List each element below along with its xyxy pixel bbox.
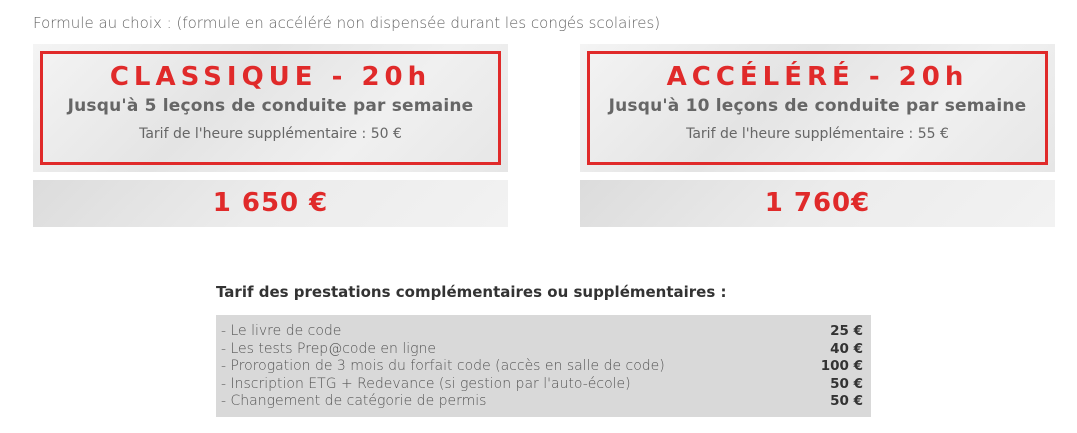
service-row: [221, 323, 863, 341]
service-amount: 25 €: [830, 323, 863, 339]
service-label: - Le livre de code: [221, 323, 342, 339]
service-row: [221, 341, 863, 359]
service-label: - Inscription ETG + Redevance (si gestion par l'auto-école): [221, 375, 631, 392]
formula-card-accelere: [580, 44, 1055, 172]
formula-frame: [40, 51, 501, 165]
service-amount: 40 €: [830, 340, 863, 357]
formula-subtitle: Jusqu'à 5 leçons de conduite par semaine: [67, 96, 474, 116]
service-label: - Les tests Prep@code en ligne: [221, 340, 437, 357]
formula-extra-hour-rate: Tarif de l'heure supplémentaire : 50 €: [139, 126, 402, 142]
formula-card-classique: [33, 44, 508, 172]
formula-title: CLASSIQUE - 20h: [109, 62, 432, 92]
service-row: [221, 393, 863, 411]
formula-frame: [587, 51, 1048, 165]
services-list: [216, 315, 871, 417]
formula-price-classique: 1 650 €: [33, 180, 508, 227]
services-title: Tarif des prestations complémentaires ou supplémentaires :: [216, 283, 727, 301]
formula-price-accelere: 1 760€: [580, 180, 1055, 227]
service-row: [221, 376, 863, 394]
service-amount: 100 €: [820, 358, 863, 374]
service-amount: 50 €: [830, 393, 863, 409]
formula-extra-hour-rate: Tarif de l'heure supplémentaire : 55 €: [686, 126, 949, 142]
intro-text: Formule au choix : (formule en accéléré non dispensée durant les congés scolaires): [33, 14, 661, 32]
service-label: - Changement de catégorie de permis: [221, 393, 487, 409]
service-label: - Prorogation de 3 mois du forfait code (accès en salle de code): [221, 358, 665, 374]
formula-subtitle: Jusqu'à 10 leçons de conduite par semaine: [608, 96, 1027, 116]
service-row: [221, 358, 863, 376]
service-amount: 50 €: [830, 375, 863, 392]
formula-title: ACCÉLÉRÉ - 20h: [666, 62, 969, 92]
